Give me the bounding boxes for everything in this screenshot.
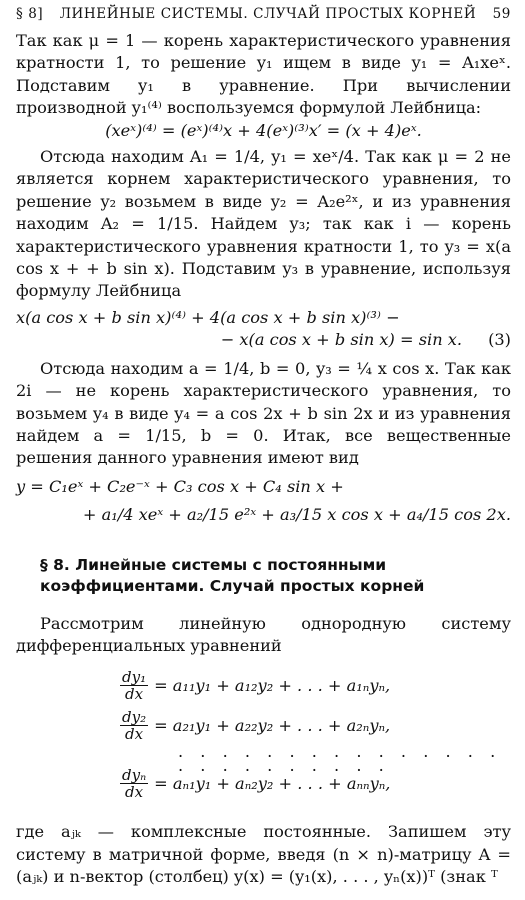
page-number: 59 — [492, 6, 511, 22]
equation-3-line-2: − x(a cos x + b sin x) = sin x. — [220, 330, 463, 350]
paragraph-5: где aⱼₖ — комплексные постоянные. Запишем эту систему в матричной форме, введя (n × n)-матрицу A = (aⱼₖ) и n-вектор (столбец) y(x) = (y₁(x), . . . , yₙ(x))ᵀ (знак ᵀ — [16, 822, 511, 887]
general-solution-line-2: + a₁/4 xeˣ + a₂/15 e²ˣ + a₃/15 x cos x + a₄/15 cos 2x. — [82, 505, 511, 525]
derivative-fraction — [120, 709, 148, 742]
running-header — [16, 6, 511, 22]
system-row-2 — [120, 705, 511, 745]
system-row-rhs: = a₁₁y₁ + a₁₂y₂ + . . . + a₁ₙyₙ, — [154, 675, 391, 695]
equation-3-line-1: x(a cos x + b sin x)⁽⁴⁾ + 4(a cos x + b sin x)⁽³⁾ − — [16, 307, 400, 327]
general-solution-line-1: y = C₁eˣ + C₂e⁻ˣ + C₃ cos x + C₄ sin x + — [16, 476, 344, 496]
section-heading-line-1: § 8. Линейные системы с постоянными — [40, 555, 387, 574]
paragraph-3: Отсюда находим a = 1/4, b = 0, y₃ = ¼ x cos x. Так как 2i — не корень характеристического уравнения, то возьмем y₄ в виде y₄ = a cos 2x + b sin 2x и из уравнения найдем a = 1/15, b = 0. Итак, все вещественные решения данного уравнения имеют вид — [16, 358, 511, 468]
paragraph-2: Отсюда находим A₁ = 1/4, y₁ = xeˣ/4. Так как μ = 2 не является корнем характеристического уравнения, то решение y₂ возьмем в виде y₂ = A₂e²ˣ, и из уравнения находим A₂ = 1/15. Найдем y₃; так как i — корень характеристического уравнения кратности 1, то y₃ = x(a cos x + + b sin x). Подставим y₃ в уравнение, используя формулу Лейбница — [16, 147, 511, 301]
system-row-rhs: = aₙ₁y₁ + aₙ₂y₂ + . . . + aₙₙyₙ, — [154, 773, 391, 793]
section-heading-line-2: коэффициентами. Случай простых корней — [40, 576, 425, 595]
system-row-rhs: = a₂₁y₁ + a₂₂y₂ + . . . + a₂ₙyₙ, — [154, 715, 391, 735]
system-ellipsis-row: . . . . . . . . . . . . . . . . . . . . . . . . . — [178, 742, 502, 776]
equation-3-line-2-row — [16, 329, 511, 351]
paragraph-1: Так как μ = 1 — корень характеристического уравнения кратности 1, то решение y₁ ищем в виде y₁ = A₁xeˣ. Подставим y₁ в уравнение. При вычислении производной y₁⁽⁴⁾ воспользуемся формулой Лейбница: — [16, 31, 511, 118]
equation-leibniz: (xeˣ)⁽⁴⁾ = (eˣ)⁽⁴⁾x + 4(eˣ)⁽³⁾x′ = (x + 4)eˣ. — [105, 120, 422, 140]
derivative-fraction — [120, 767, 148, 800]
section-heading — [40, 555, 511, 597]
fraction-denominator: dx — [125, 684, 144, 703]
equation-number-3: (3) — [488, 330, 511, 350]
derivative-fraction — [120, 669, 148, 702]
fraction-numerator: dyₙ — [122, 765, 147, 784]
system-row-1 — [120, 665, 511, 705]
fraction-denominator: dx — [125, 782, 144, 801]
header-section-ref: § 8] — [16, 6, 44, 22]
fraction-denominator: dx — [125, 724, 144, 743]
paragraph-4: Рассмотрим линейную однородную систему дифференциальных уравнений — [16, 613, 511, 655]
fraction-numerator: dy₁ — [122, 667, 147, 686]
fraction-numerator: dy₂ — [122, 707, 147, 726]
header-title: ЛИНЕЙНЫЕ СИСТЕМЫ. СЛУЧАЙ ПРОСТЫХ КОРНЕЙ — [59, 6, 477, 22]
ode-system — [120, 665, 511, 803]
